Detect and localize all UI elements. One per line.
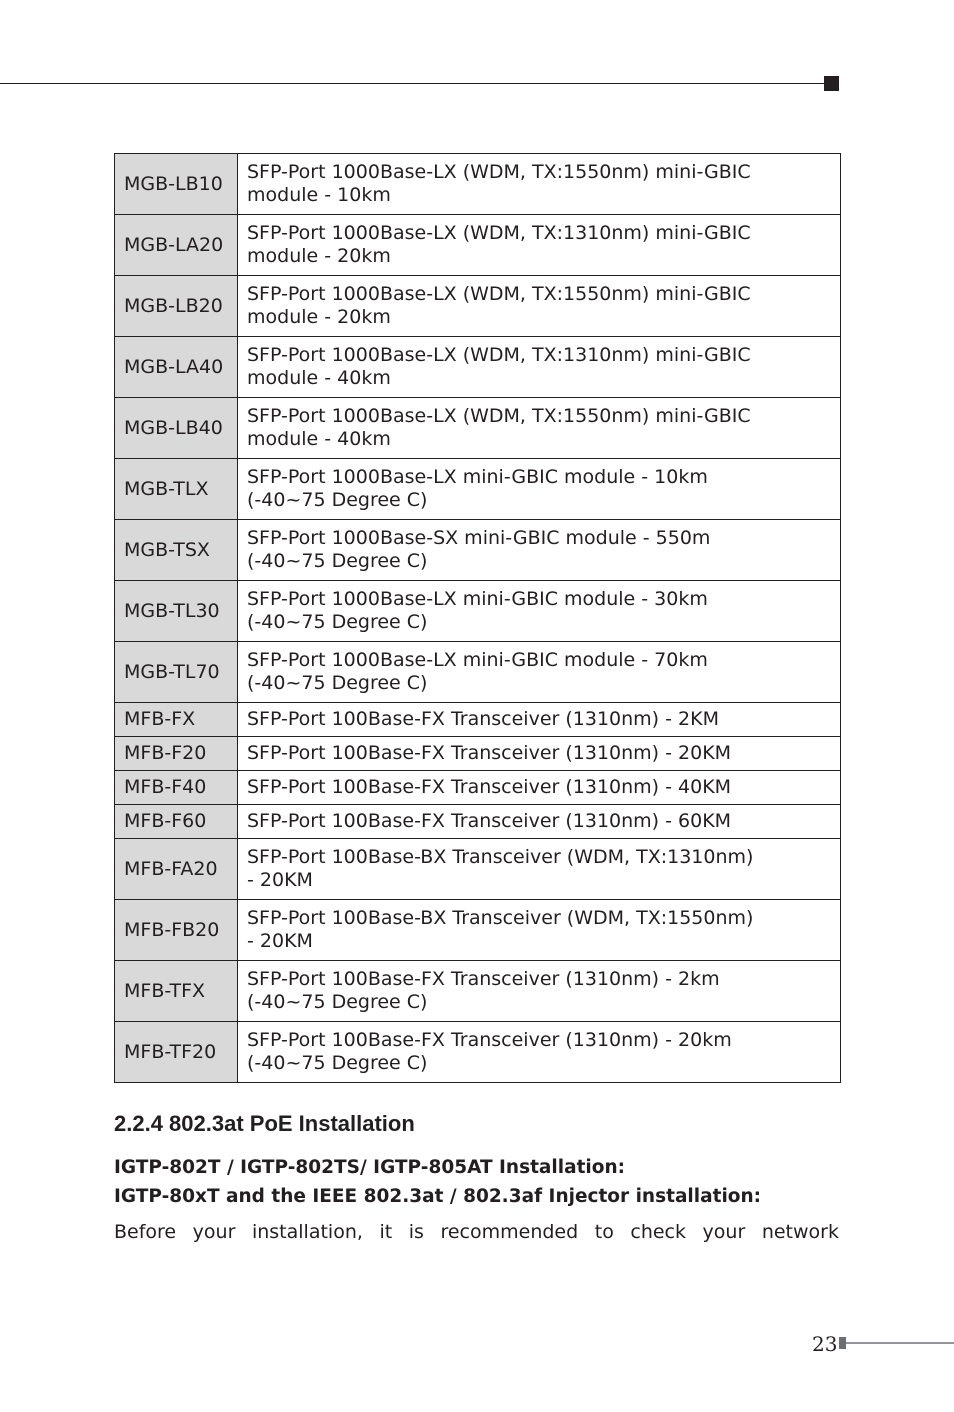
table-row	[115, 703, 841, 737]
table-row	[115, 459, 841, 520]
injector-subheading: IGTP-80xT and the IEEE 802.3at / 802.3af Injector installation:	[114, 1186, 762, 1207]
description-line: SFP-Port 1000Base-LX (WDM, TX:1310nm) mini-GBIC	[247, 344, 751, 366]
module-table	[114, 153, 841, 1083]
model-cell: MGB-TLX	[115, 459, 238, 520]
model-cell: MFB-FA20	[115, 839, 238, 900]
module-table-body	[115, 154, 841, 1083]
description-cell	[238, 737, 841, 771]
model-cell: MGB-LB40	[115, 398, 238, 459]
description-cell	[238, 805, 841, 839]
section-heading: 2.2.4 802.3at PoE Installation	[114, 1111, 415, 1136]
model-cell: MGB-TSX	[115, 520, 238, 581]
description-line: (-40~75 Degree C)	[247, 1052, 428, 1074]
header-square-marker	[824, 76, 839, 91]
table-row	[115, 961, 841, 1022]
description-line: SFP-Port 1000Base-LX (WDM, TX:1550nm) mini-GBIC	[247, 283, 751, 305]
table-row	[115, 581, 841, 642]
table-row	[115, 215, 841, 276]
description-line: SFP-Port 100Base-FX Transceiver (1310nm) - 2km	[247, 968, 720, 990]
description-cell	[238, 459, 841, 520]
description-line: SFP-Port 100Base-FX Transceiver (1310nm) - 60KM	[247, 810, 732, 832]
description-line: SFP-Port 1000Base-LX (WDM, TX:1550nm) mini-GBIC	[247, 161, 751, 183]
table-row	[115, 520, 841, 581]
description-line: module - 20km	[247, 245, 391, 267]
model-cell: MGB-TL70	[115, 642, 238, 703]
description-line: module - 10km	[247, 184, 391, 206]
model-cell: MFB-TFX	[115, 961, 238, 1022]
description-cell	[238, 520, 841, 581]
table-row	[115, 839, 841, 900]
description-cell	[238, 642, 841, 703]
description-line: SFP-Port 1000Base-LX mini-GBIC module - 30km	[247, 588, 708, 610]
description-cell	[238, 154, 841, 215]
model-cell: MGB-LB20	[115, 276, 238, 337]
description-line: SFP-Port 1000Base-LX mini-GBIC module - 10km	[247, 466, 708, 488]
model-cell: MGB-LB10	[115, 154, 238, 215]
description-cell	[238, 581, 841, 642]
description-line: SFP-Port 100Base-FX Transceiver (1310nm) - 40KM	[247, 776, 732, 798]
model-cell: MGB-LA20	[115, 215, 238, 276]
table-row	[115, 337, 841, 398]
description-line: SFP-Port 1000Base-LX (WDM, TX:1550nm) mini-GBIC	[247, 405, 751, 427]
page-number: 23	[812, 1332, 838, 1356]
description-line: (-40~75 Degree C)	[247, 611, 428, 633]
installation-subheading: IGTP-802T / IGTP-802TS/ IGTP-805AT Installation:	[114, 1157, 626, 1178]
table-row	[115, 398, 841, 459]
body-text: Before your installation, it is recommended to check your network	[114, 1221, 839, 1243]
description-cell	[238, 900, 841, 961]
description-cell	[238, 215, 841, 276]
header-rule	[0, 83, 826, 84]
description-line: module - 20km	[247, 306, 391, 328]
table-row	[115, 642, 841, 703]
description-cell	[238, 1022, 841, 1083]
description-line: (-40~75 Degree C)	[247, 550, 428, 572]
description-line: - 20KM	[247, 930, 313, 952]
table-row	[115, 900, 841, 961]
footer-square-marker	[839, 1337, 846, 1349]
description-line: (-40~75 Degree C)	[247, 672, 428, 694]
model-cell: MFB-F60	[115, 805, 238, 839]
description-line: SFP-Port 1000Base-LX mini-GBIC module - 70km	[247, 649, 708, 671]
description-line: (-40~75 Degree C)	[247, 991, 428, 1013]
description-cell	[238, 276, 841, 337]
model-cell: MFB-F40	[115, 771, 238, 805]
description-line: SFP-Port 100Base-BX Transceiver (WDM, TX:1550nm)	[247, 907, 754, 929]
description-line: SFP-Port 100Base-FX Transceiver (1310nm) - 20km	[247, 1029, 732, 1051]
description-line: SFP-Port 100Base-FX Transceiver (1310nm) - 20KM	[247, 742, 732, 764]
model-cell: MFB-F20	[115, 737, 238, 771]
description-cell	[238, 961, 841, 1022]
table-row	[115, 737, 841, 771]
table-row	[115, 154, 841, 215]
model-cell: MGB-LA40	[115, 337, 238, 398]
description-line: module - 40km	[247, 428, 391, 450]
description-line: (-40~75 Degree C)	[247, 489, 428, 511]
model-cell: MFB-FX	[115, 703, 238, 737]
description-cell	[238, 703, 841, 737]
footer-rule	[846, 1342, 954, 1344]
model-cell: MFB-TF20	[115, 1022, 238, 1083]
model-cell: MFB-FB20	[115, 900, 238, 961]
description-cell	[238, 337, 841, 398]
description-line: SFP-Port 100Base-FX Transceiver (1310nm) - 2KM	[247, 708, 719, 730]
description-cell	[238, 398, 841, 459]
description-line: SFP-Port 1000Base-LX (WDM, TX:1310nm) mini-GBIC	[247, 222, 751, 244]
description-line: SFP-Port 1000Base-SX mini-GBIC module - 550m	[247, 527, 711, 549]
table-row	[115, 805, 841, 839]
table-row	[115, 276, 841, 337]
description-line: - 20KM	[247, 869, 313, 891]
description-cell	[238, 839, 841, 900]
table-row	[115, 1022, 841, 1083]
model-cell: MGB-TL30	[115, 581, 238, 642]
description-cell	[238, 771, 841, 805]
table-row	[115, 771, 841, 805]
description-line: SFP-Port 100Base-BX Transceiver (WDM, TX:1310nm)	[247, 846, 754, 868]
description-line: module - 40km	[247, 367, 391, 389]
